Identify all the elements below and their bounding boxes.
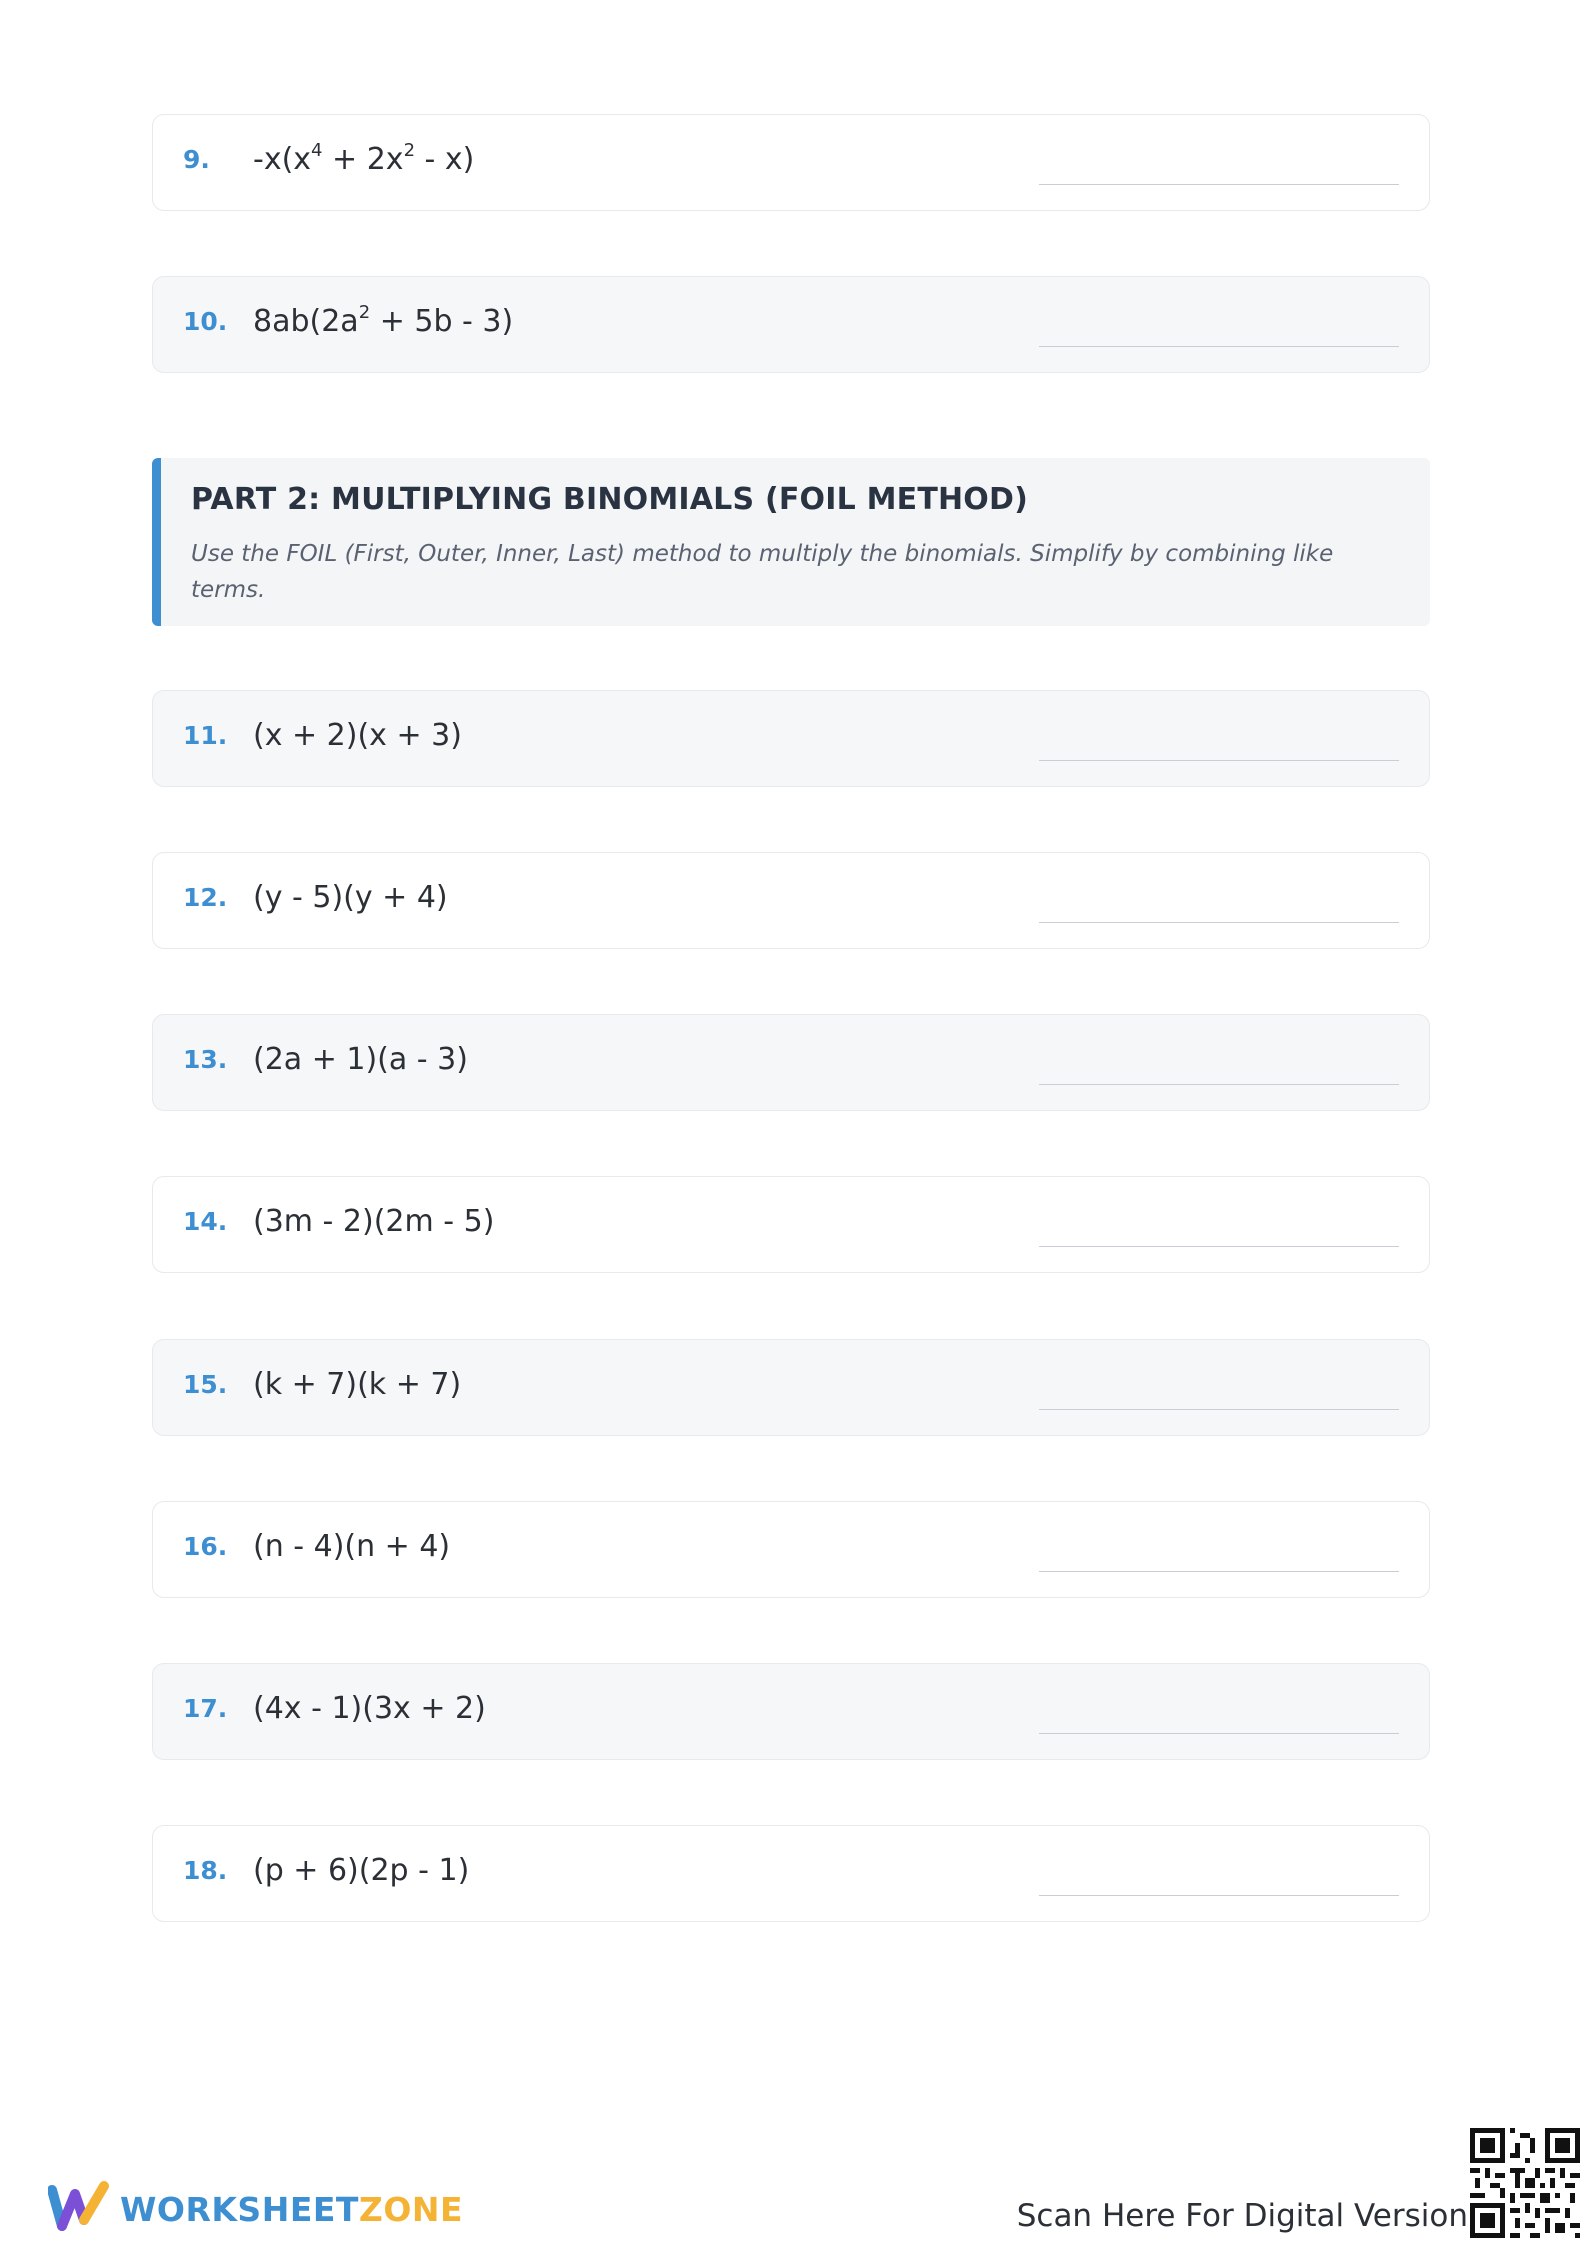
- problem-number: 18.: [183, 1856, 228, 1885]
- qr-code-icon[interactable]: [1470, 2128, 1580, 2238]
- problem-number: 12.: [183, 883, 228, 912]
- worksheetzone-w-logo-icon: [48, 2180, 114, 2240]
- problem-expression: (n - 4)(n + 4): [253, 1529, 451, 1564]
- problem-expression: (x + 2)(x + 3): [253, 718, 462, 753]
- answer-line[interactable]: [1039, 922, 1399, 923]
- problem-expression: (y - 5)(y + 4): [253, 880, 448, 915]
- answer-line[interactable]: [1039, 1895, 1399, 1896]
- problem-expression: (p + 6)(2p - 1): [253, 1853, 470, 1888]
- problem-card: [152, 852, 1430, 949]
- section-title: PART 2: MULTIPLYING BINOMIALS (FOIL METHOD): [191, 482, 1029, 517]
- answer-line[interactable]: [1039, 1246, 1399, 1247]
- problem-card: [152, 276, 1430, 373]
- problem-card: [152, 1501, 1430, 1598]
- problem-expression: (3m - 2)(2m - 5): [253, 1204, 495, 1239]
- section-header: [152, 458, 1430, 626]
- problem-card: [152, 1176, 1430, 1273]
- brand-name: WORKSHEETZONE: [120, 2190, 464, 2229]
- problem-card: [152, 1825, 1430, 1922]
- scan-caption: Scan Here For Digital Version: [1016, 2198, 1468, 2234]
- problem-number: 17.: [183, 1694, 228, 1723]
- problem-number: 9.: [183, 145, 210, 174]
- problem-expression: $-x(x^4 + 2x^2 - x)$: [253, 140, 475, 177]
- problem-expression: $8ab(2a^2 + 5b - 3)$: [253, 302, 514, 339]
- problem-number: 16.: [183, 1532, 228, 1561]
- problem-number: 13.: [183, 1045, 228, 1074]
- answer-line[interactable]: [1039, 760, 1399, 761]
- problem-number: 10.: [183, 307, 228, 336]
- problem-expression: (2a + 1)(a - 3): [253, 1042, 468, 1077]
- answer-line[interactable]: [1039, 1571, 1399, 1572]
- problem-number: 15.: [183, 1370, 228, 1399]
- problem-number: 14.: [183, 1207, 228, 1236]
- problem-card: [152, 114, 1430, 211]
- answer-line[interactable]: [1039, 1733, 1399, 1734]
- answer-line[interactable]: [1039, 1084, 1399, 1085]
- problem-expression: (k + 7)(k + 7): [253, 1367, 462, 1402]
- problem-expression: (4x - 1)(3x + 2): [253, 1691, 486, 1726]
- problem-card: [152, 1014, 1430, 1111]
- answer-line[interactable]: [1039, 1409, 1399, 1410]
- problem-card: [152, 1663, 1430, 1760]
- problem-card: [152, 690, 1430, 787]
- problem-number: 11.: [183, 721, 228, 750]
- problem-card: [152, 1339, 1430, 1436]
- section-description: Use the FOIL (First, Outer, Inner, Last) method to multiply the binomials. Simplify by combining like terms.: [191, 541, 1334, 603]
- answer-line[interactable]: [1039, 346, 1399, 347]
- answer-line[interactable]: [1039, 184, 1399, 185]
